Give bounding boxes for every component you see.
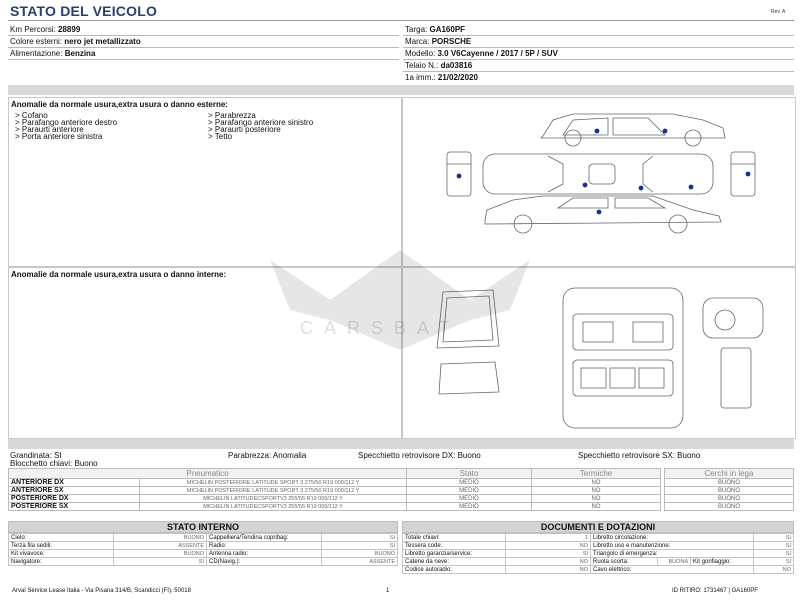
document-label: Totale chiavi: bbox=[403, 534, 506, 542]
column-header-state: Stato bbox=[407, 469, 532, 479]
chassis-row bbox=[403, 60, 794, 72]
interior-label: Cappelliera/Tendina copribag: bbox=[207, 534, 322, 542]
watermark-text: CARSBAT bbox=[300, 318, 461, 338]
interior-value: BUONO bbox=[114, 550, 207, 558]
document-value: 1 bbox=[506, 534, 591, 542]
vehicle-info-right bbox=[403, 24, 794, 83]
column-header-rims: Cerchi in lega bbox=[665, 469, 794, 479]
interior-damage-title: Anomalie da normale usura,extra usura o danno interne: bbox=[11, 270, 227, 279]
document-value: SI bbox=[754, 542, 794, 550]
exterior-damage-list-2 bbox=[208, 112, 398, 140]
mirror-right-status: Specchietto retrovisore DX: Buono bbox=[358, 451, 481, 460]
key-lock-status: Blocchetto chiavi: Buono bbox=[10, 459, 98, 468]
model-value: 3.0 V6Cayenne / 2017 / 5P / SUV bbox=[437, 49, 558, 58]
model-label: Modello: bbox=[405, 49, 436, 58]
document-value: SI bbox=[754, 558, 794, 566]
interior-value: SI bbox=[322, 534, 398, 542]
plate-row bbox=[403, 24, 794, 36]
documents-table bbox=[402, 533, 794, 574]
table-header-row bbox=[9, 469, 661, 479]
damage-markers bbox=[457, 129, 751, 215]
interior-value: BUONO bbox=[114, 534, 207, 542]
color-label: Colore esterni: bbox=[10, 37, 63, 46]
interior-state-table bbox=[8, 533, 398, 566]
model-row bbox=[403, 48, 794, 60]
table-row bbox=[9, 534, 398, 542]
title-divider bbox=[8, 20, 794, 21]
rim-state: BUONO bbox=[665, 487, 794, 495]
document-value: BUONA bbox=[658, 558, 691, 566]
table-row bbox=[9, 542, 398, 550]
documents-title: DOCUMENTI E DOTAZIONI bbox=[402, 521, 794, 533]
tyre-state: MEDIO bbox=[407, 479, 532, 487]
tyre-winter: NO bbox=[532, 495, 661, 503]
document-label: Codice autoradio: bbox=[403, 566, 506, 574]
tyre-position: ANTERIORE DX bbox=[9, 479, 140, 487]
interior-label: Cielo: bbox=[9, 534, 114, 542]
tyres-table bbox=[8, 468, 661, 511]
watermark-logo bbox=[250, 240, 550, 360]
interior-value: BUONO bbox=[322, 550, 398, 558]
table-row bbox=[403, 550, 794, 558]
registration-value: 21/02/2020 bbox=[437, 73, 478, 82]
rims-table bbox=[664, 468, 794, 511]
interior-label: CD(Navig.): bbox=[207, 558, 322, 566]
registration-label: 1a imm.: bbox=[405, 73, 436, 82]
chassis-value: da03816 bbox=[440, 61, 473, 70]
brand-value: PORSCHE bbox=[431, 37, 472, 46]
tyre-model: MICHELIN LATITUDECSPORTV3 255/55 R19 000/112 Y bbox=[140, 495, 407, 503]
table-row bbox=[403, 566, 794, 574]
car-bottom-side-view bbox=[485, 196, 721, 233]
section-separator-2 bbox=[8, 439, 794, 449]
car-top-side-view bbox=[541, 114, 725, 146]
document-label: Catene da neve: bbox=[403, 558, 506, 566]
tyre-position: ANTERIORE SX bbox=[9, 487, 140, 495]
interior-value: ASSENTE bbox=[114, 542, 207, 550]
tyre-state: MEDIO bbox=[407, 487, 532, 495]
damage-item: > Parabrezza bbox=[208, 111, 256, 120]
document-label: Tessera code: bbox=[403, 542, 506, 550]
interior-label: Radio: bbox=[207, 542, 322, 550]
column-header-tyre: Pneumatico bbox=[9, 469, 407, 479]
tyre-position: POSTERIORE SX bbox=[9, 503, 140, 511]
plate-label: Targa: bbox=[405, 25, 428, 34]
document-label: Libretto garanzia/service: bbox=[403, 550, 506, 558]
fuel-value: Benzina bbox=[64, 49, 96, 58]
interior-layout-view bbox=[563, 288, 683, 428]
document-label: Kit gonfiaggio: bbox=[691, 558, 754, 566]
damage-item: > Porta anteriore sinistra bbox=[15, 132, 103, 141]
tyre-model: MICHELIN POSTERIORE LATITUDE SPORT 3 275/50 R19 000/112 Y bbox=[140, 487, 407, 495]
table-row bbox=[403, 534, 794, 542]
fuel-row bbox=[8, 48, 399, 60]
footer-company: Arval Service Lease Italia - Via Pisana 314/B, Scandicci (FI), 50018 bbox=[12, 588, 191, 594]
document-value: SI bbox=[754, 534, 794, 542]
tyre-winter: NO bbox=[532, 487, 661, 495]
damage-item: > Paraurti anteriore bbox=[15, 125, 84, 134]
damage-item: > Paraurti posteriore bbox=[208, 125, 281, 134]
document-label: Libretto uso e manutenzione: bbox=[591, 542, 754, 550]
document-value: SI bbox=[506, 550, 591, 558]
page-title: STATO DEL VEICOLO bbox=[10, 3, 158, 19]
damage-item: > Tetto bbox=[208, 132, 233, 141]
table-row bbox=[9, 487, 661, 495]
brand-row bbox=[403, 36, 794, 48]
windshield-status: Parabrezza: Anomalia bbox=[228, 451, 307, 460]
interior-value: SI bbox=[322, 542, 398, 550]
km-row bbox=[8, 24, 399, 36]
interior-value: ASSENTE bbox=[322, 558, 398, 566]
document-label: Libretto circolazione: bbox=[591, 534, 754, 542]
column-header-winter: Termiche bbox=[532, 469, 661, 479]
table-row bbox=[9, 479, 661, 487]
interior-label: Navigatore: bbox=[9, 558, 114, 566]
interior-label: Antenna radio: bbox=[207, 550, 322, 558]
damage-item: > Cofano bbox=[15, 111, 48, 120]
vehicle-info-left bbox=[8, 24, 399, 60]
footer-page-number: 1 bbox=[386, 588, 390, 594]
color-value: nero jet metallizzato bbox=[64, 37, 141, 46]
km-label: Km Percorsi: bbox=[10, 25, 56, 34]
chassis-label: Telaio N.: bbox=[405, 61, 439, 70]
document-label: Cavo elettrico: bbox=[591, 566, 754, 574]
brand-label: Marca: bbox=[405, 37, 430, 46]
color-row bbox=[8, 36, 399, 48]
document-value: SI bbox=[754, 550, 794, 558]
document-value: NO bbox=[506, 542, 591, 550]
table-row bbox=[9, 550, 398, 558]
document-value: NO bbox=[754, 566, 794, 574]
registration-row bbox=[403, 72, 794, 83]
tyre-model: MICHELIN POSTERIORE LATITUDE SPORT 3 275/50 R19 000/112 Y bbox=[140, 479, 407, 487]
fuel-label: Alimentazione: bbox=[10, 49, 63, 58]
document-label: Ruota scorta: bbox=[591, 558, 658, 566]
section-separator bbox=[8, 85, 794, 95]
document-value: NO bbox=[506, 566, 591, 574]
damage-item: > Parafango anteriore sinistro bbox=[208, 118, 314, 127]
tyre-state: MEDIO bbox=[407, 495, 532, 503]
interior-label: Terza fila sedili: bbox=[9, 542, 114, 550]
plate-value: GA160PF bbox=[429, 25, 466, 34]
interior-state-title: STATO INTERNO bbox=[8, 521, 398, 533]
table-row bbox=[403, 542, 794, 550]
revision-label: Rev. A bbox=[771, 9, 786, 15]
car-top-view bbox=[483, 154, 713, 194]
tyre-winter: NO bbox=[532, 503, 661, 511]
damage-item: > Parafango anteriore destro bbox=[15, 118, 118, 127]
document-label: Triangolo di emergenza: bbox=[591, 550, 754, 558]
rim-state: BUONO bbox=[665, 503, 794, 511]
car-front-rear-views bbox=[447, 152, 755, 196]
table-row bbox=[9, 558, 398, 566]
tyre-model: MICHELIN LATITUDECSPORTV3 255/55 R19 000/112 Y bbox=[140, 503, 407, 511]
document-value: NO bbox=[506, 558, 591, 566]
dashboard-view bbox=[703, 298, 763, 408]
rim-state: BUONO bbox=[665, 495, 794, 503]
tyre-state: MEDIO bbox=[407, 503, 532, 511]
exterior-damage-title: Anomalie da normale usura,extra usura o danno esterne: bbox=[11, 100, 228, 109]
rim-state: BUONO bbox=[665, 479, 794, 487]
mirror-left-status: Specchietto retrovisore SX: Buono bbox=[578, 451, 701, 460]
km-value: 28899 bbox=[58, 25, 81, 34]
interior-label: Kit vivavoce: bbox=[9, 550, 114, 558]
table-row bbox=[9, 503, 661, 511]
interior-value: SI bbox=[114, 558, 207, 566]
tyre-position: POSTERIORE DX bbox=[9, 495, 140, 503]
exterior-damage-list-1 bbox=[15, 112, 205, 140]
hail-status: Grandinata: SI bbox=[10, 451, 62, 460]
table-row bbox=[9, 495, 661, 503]
footer-pickup-id: ID RITIRO: 1731467 | GA160PF bbox=[672, 588, 758, 594]
tyre-winter: NO bbox=[532, 479, 661, 487]
table-row bbox=[403, 558, 794, 566]
